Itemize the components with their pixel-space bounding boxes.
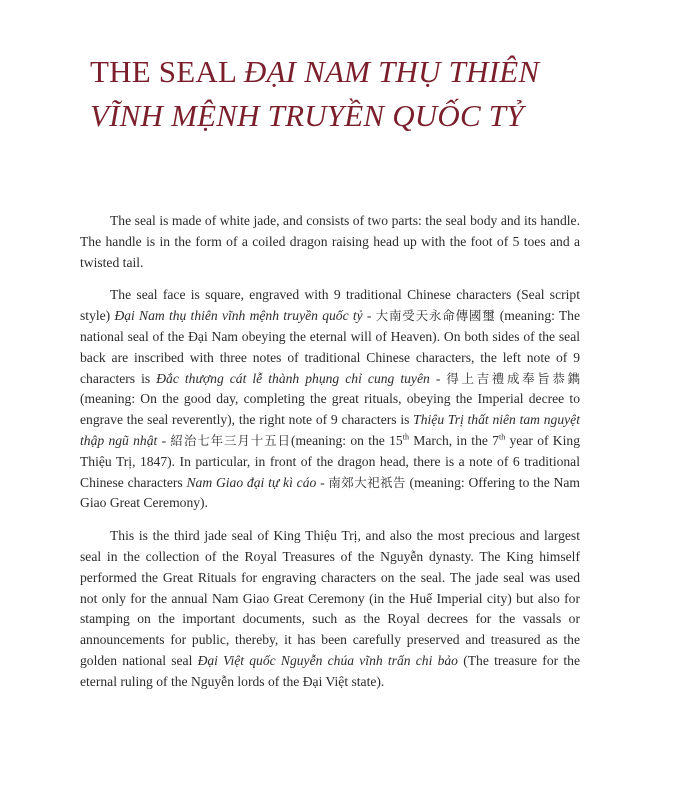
title-line-1: [90, 50, 650, 94]
p3-text-1: This is the third jade seal of King Thiệu Trị, and also the most precious and largest seal in the collection of the Royal Treasures of the Nguyễn dynasty. The King himself performed the Great Rituals for engraving characters on the seal. The jade seal was used not only for the annual Nam Giao Great Ceremony (in the Huế Imperial city) but also for stamping on the important documents, such as the Royal decrees for the vassals or announcements for public, thereby, it has been carefully preserved and treasured as the golden national seal: [80, 528, 580, 668]
p2-text-11: (meaning: Offering to the Nam Giao Great Ceremony).: [80, 474, 580, 511]
title-italic-line-2: VĨNH MỆNH TRUYỀN QUỐC TỶ: [90, 98, 524, 133]
p2-text-6: -: [157, 432, 171, 448]
paragraph-3: [80, 526, 580, 692]
p2-chinese-left-note: 得上吉禮成奉旨恭鐫: [446, 370, 580, 386]
p2-text-2: -: [362, 308, 376, 324]
paragraph-2: [80, 285, 580, 514]
p2-text-10: -: [316, 474, 329, 490]
p2-text-4: -: [429, 370, 447, 386]
p2-chinese-front-note: 南郊大祀祇告: [328, 474, 406, 490]
p2-chinese-seal-inscription: 大南受天永命傳國璽: [375, 308, 496, 324]
p2-sup-1: th: [402, 432, 409, 442]
p2-text-5: (meaning: On the good day, completing the great rituals, obeying the Imperial decree to engrave the seal reverently), the right note of 9 characters is: [80, 391, 580, 428]
p3-italic-seal-name: Đại Việt quốc Nguyễn chúa vĩnh trấn chi bảo: [197, 652, 458, 668]
p2-text-3: (meaning: The national seal of the Đại Nam obeying the eternal will of Heaven). On both sides of the seal back are inscribed with three notes of traditional Chinese characters, the left note of 9 characters is: [80, 308, 581, 386]
p2-text-1: The seal face is square, engraved with 9 traditional Chinese characters (Seal script style): [80, 287, 580, 324]
p2-text-7: (meaning: on the 15: [290, 432, 403, 448]
p2-italic-left-note: Đắc thượng cát lễ thành phụng chỉ cung tuyên: [156, 370, 430, 386]
paragraph-1: The seal is made of white jade, and consists of two parts: the seal body and its handle. The handle is in the form of a coiled dragon raising head up with the foot of 5 toes and a twisted tail.: [80, 213, 580, 270]
p2-text-8: March, in the 7: [408, 432, 499, 448]
title-line-2: [90, 94, 650, 138]
p2-italic-seal-inscription: Đại Nam thụ thiên vĩnh mệnh truyền quốc tỷ: [114, 308, 363, 324]
title-prefix: THE SEAL: [90, 54, 244, 89]
p2-sup-2: th: [498, 432, 506, 442]
page-title: [90, 50, 650, 138]
p2-italic-front-note: Nam Giao đại tự kì cáo: [186, 474, 317, 490]
p2-italic-right-note: Thiệu Trị thất niên tam nguyệt thập ngũ nhật: [80, 412, 580, 448]
p2-text-9: year of King Thiệu Trị, 1847). In particular, in front of the dragon head, there is a note of 6 traditional Chinese characters: [80, 432, 580, 490]
title-italic-line-1: ĐẠI NAM THỤ THIÊN: [243, 54, 540, 89]
body-text: [80, 211, 580, 705]
p2-chinese-right-note: 紹治七年三月十五日: [170, 432, 291, 448]
p3-text-2: (The treasure for the eternal ruling of the Nguyễn lords of the Đại Việt state).: [80, 652, 580, 689]
